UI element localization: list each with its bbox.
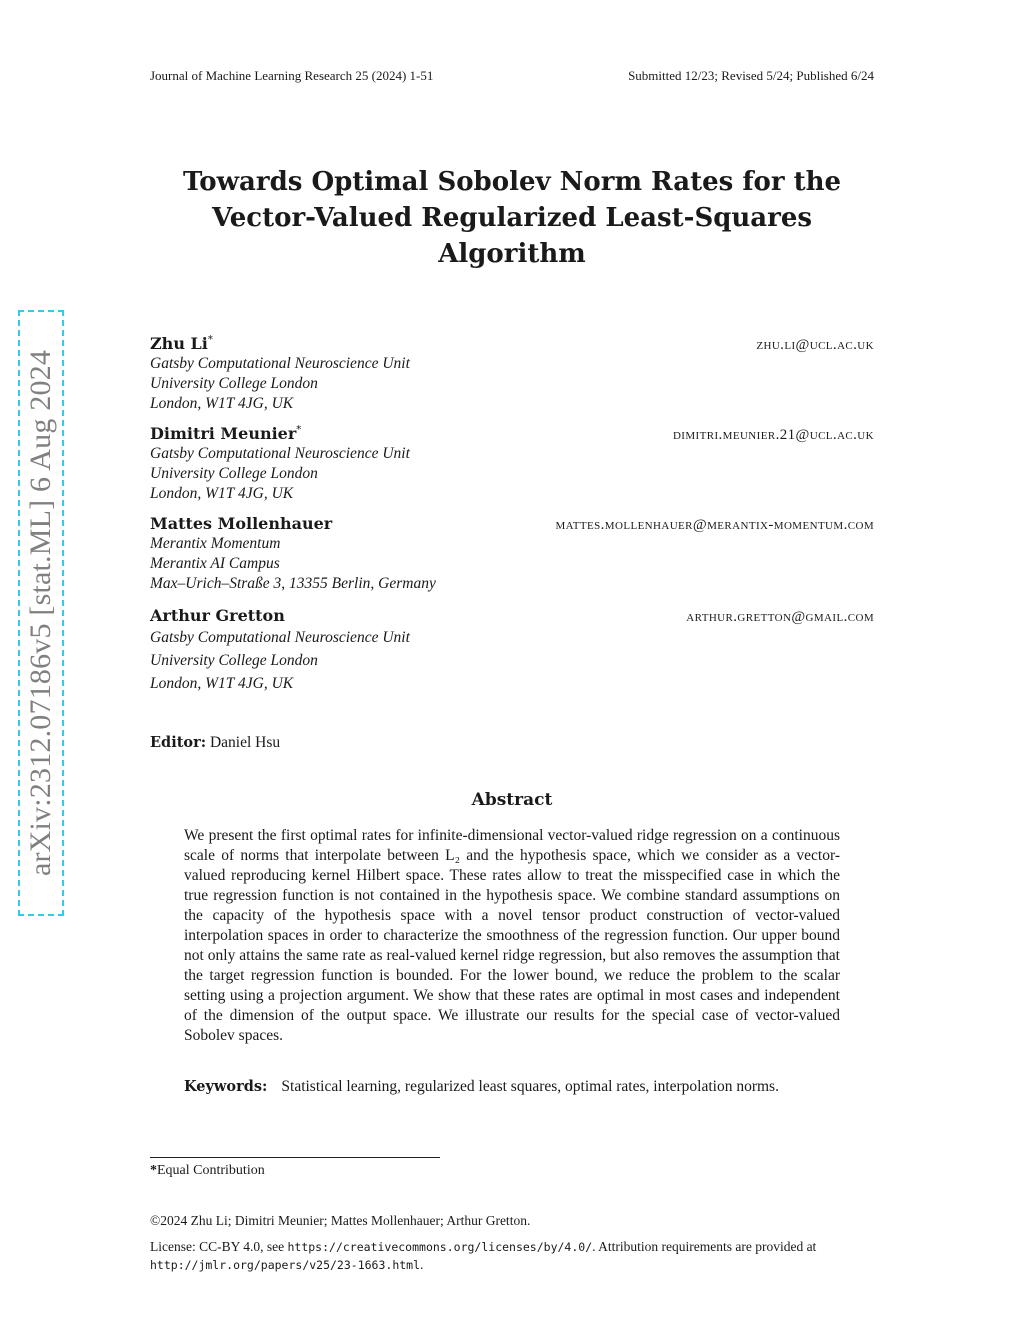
author-affiliation: Max–Urich–Straße 3, 13355 Berlin, Germany bbox=[150, 575, 436, 592]
equal-contribution-mark: * bbox=[207, 334, 213, 346]
author-affiliation: London, W1T 4JG, UK bbox=[150, 485, 294, 502]
author-affiliation: University College London bbox=[150, 652, 318, 669]
paper-url-link[interactable]: http://jmlr.org/papers/v25/23-1663.html bbox=[150, 1258, 421, 1272]
license-url-link[interactable]: https://creativecommons.org/licenses/by/4.0/ bbox=[287, 1240, 593, 1254]
author-affiliation: University College London bbox=[150, 465, 318, 482]
author-affiliation: Merantix Momentum bbox=[150, 535, 281, 552]
editor-label: Editor: bbox=[150, 734, 207, 751]
equal-contribution-mark: * bbox=[296, 424, 302, 436]
author-affiliation: Gatsby Computational Neuroscience Unit bbox=[150, 445, 410, 462]
author-affiliation: London, W1T 4JG, UK bbox=[150, 675, 294, 692]
author-email[interactable]: dimitri.meunier.21@ucl.ac.uk bbox=[672, 427, 874, 443]
author-name: Mattes Mollenhauer bbox=[150, 514, 333, 533]
editor-name: Daniel Hsu bbox=[209, 734, 281, 751]
keywords bbox=[184, 1077, 840, 1097]
author-affiliation: London, W1T 4JG, UK bbox=[150, 395, 294, 412]
paper-title bbox=[150, 164, 874, 272]
title-line: Vector-Valued Regularized Least-Squares bbox=[211, 203, 813, 233]
footnote-divider bbox=[150, 1157, 440, 1158]
journal-citation: Journal of Machine Learning Research 25 (2024) 1-51 bbox=[150, 68, 434, 83]
author-email[interactable]: mattes.mollenhauer@merantix-momentum.com bbox=[555, 517, 874, 533]
arxiv-identifier: arXiv:2312.07186v5 [stat.ML] 6 Aug 2024 bbox=[24, 349, 57, 877]
author-email[interactable]: arthur.gretton@gmail.com bbox=[686, 609, 874, 625]
abstract-text: We present the first optimal rates for infinite-dimensional vector-valued ridge regression on a continuous scale of norms that interpolate between L₂ and the hypothesis space, which we consider as a vector-valued reproducing kernel Hilbert space. These rates allow to treat the misspecified case in which the true regression function is not contained in the hypothesis space. We combine standard assumptions on the capacity of the hypothesis space with a novel tensor product construction of vector-valued interpolation spaces in order to characterize the smoothness of the regression function. Our upper bound not only attains the same rate as real-valued kernel ridge regression, but also removes the assumption that the target regression function is bounded. For the lower bound, we reduce the problem to the scalar setting using a projection argument. We show that these rates are optimal in most cases and independent of the dimension of the output space. We illustrate our results for the special case of vector-valued Sobolev spaces. bbox=[184, 827, 840, 1044]
abstract-heading: Abstract bbox=[471, 790, 553, 810]
author-block bbox=[150, 514, 874, 594]
license-notice: License: CC-BY 4.0, see https://creativecommons.org/licenses/by/4.0/. Attribution requirements are provided at http://jmlr.org/papers/v25/23-1663.html. bbox=[150, 1239, 817, 1272]
title-line: Towards Optimal Sobolev Norm Rates for the bbox=[182, 167, 842, 197]
author-name: Zhu Li* bbox=[150, 334, 213, 353]
author-name: Dimitri Meunier* bbox=[150, 424, 302, 443]
author-name: Arthur Gretton bbox=[150, 606, 285, 625]
keywords-label: Keywords: bbox=[184, 1078, 268, 1095]
title-line: Algorithm bbox=[438, 239, 586, 269]
author-affiliation: Gatsby Computational Neuroscience Unit bbox=[150, 355, 410, 372]
author-affiliation: Merantix AI Campus bbox=[150, 555, 280, 572]
author-email[interactable]: zhu.li@ucl.ac.uk bbox=[756, 337, 874, 353]
footnote-text: Equal Contribution bbox=[157, 1163, 265, 1178]
footnote bbox=[150, 1163, 265, 1179]
editor-line bbox=[150, 734, 280, 752]
author-affiliation: University College London bbox=[150, 375, 318, 392]
author-block bbox=[150, 606, 874, 695]
author-block bbox=[150, 334, 874, 414]
publication-dates: Submitted 12/23; Revised 5/24; Published 6/24 bbox=[628, 68, 874, 83]
running-header bbox=[150, 68, 874, 84]
footnote-mark: * bbox=[150, 1163, 157, 1178]
keywords-text: Statistical learning, regularized least squares, optimal rates, interpolation norms. bbox=[281, 1078, 779, 1095]
author-block bbox=[150, 424, 874, 504]
author-affiliation: Gatsby Computational Neuroscience Unit bbox=[150, 629, 410, 646]
copyright-notice: ©2024 Zhu Li; Dimitri Meunier; Mattes Mollenhauer; Arthur Gretton. bbox=[150, 1213, 531, 1228]
arxiv-stamp bbox=[18, 310, 64, 916]
